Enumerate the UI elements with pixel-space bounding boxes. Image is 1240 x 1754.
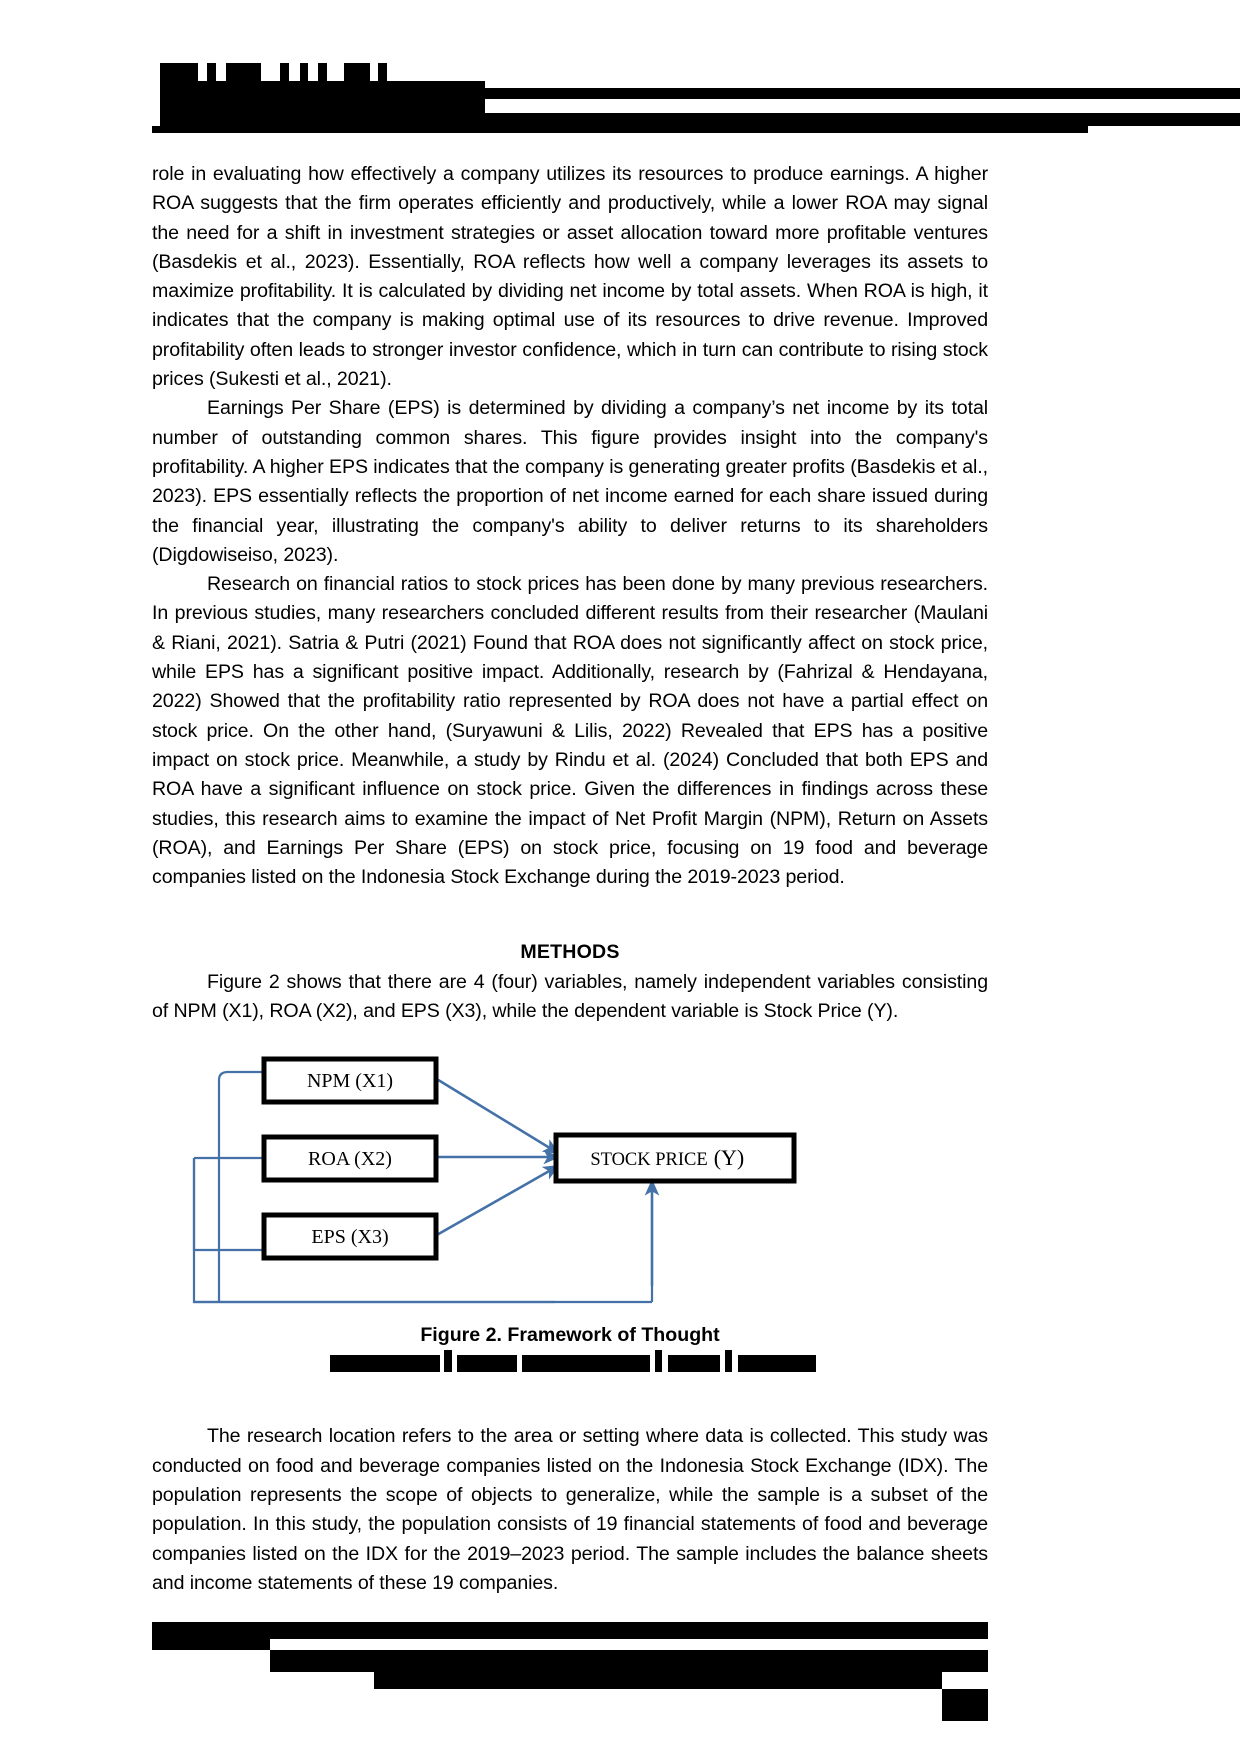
header-redaction-bar bbox=[485, 113, 1240, 126]
source-redaction-block bbox=[152, 1350, 988, 1376]
header-redaction-bar bbox=[318, 63, 327, 81]
header-redaction-bar bbox=[160, 63, 198, 81]
header-redaction-bar bbox=[378, 63, 387, 81]
post-figure-spacer bbox=[152, 1376, 988, 1422]
footer-redaction-bar bbox=[374, 1650, 942, 1689]
footer-redaction-bar bbox=[152, 1622, 270, 1650]
header-redaction-block bbox=[0, 0, 1240, 120]
header-redaction-bar bbox=[280, 63, 289, 81]
source-redaction-bar bbox=[725, 1350, 732, 1372]
source-redaction-bar bbox=[668, 1355, 720, 1372]
feedback-line-eps bbox=[194, 1158, 266, 1250]
node-label-stock-price-y: (Y) bbox=[713, 1145, 745, 1171]
framework-figure bbox=[152, 1054, 988, 1322]
footer-redaction-bar bbox=[270, 1622, 988, 1639]
framework-feedback-lines bbox=[194, 1072, 555, 1302]
node-label-npm: NPM (X1) bbox=[306, 1070, 394, 1093]
paragraph-research-location: The research location refers to the area or setting where data is collected. This study was conducted on food and beverage companies listed on the Indonesia Stock Exchange (IDX). The population represents the scope of objects to generalize, while the sample is a subset of the population. In this study, the population consists of 19 financial statements of food and beverage companies listed on the IDX for the 2019–2023 period. The sample includes the balance sheets and income statements of these 19 companies. bbox=[152, 1425, 988, 1594]
source-redaction-bar bbox=[655, 1350, 662, 1372]
source-redaction-bar bbox=[457, 1355, 517, 1372]
header-redaction-bar bbox=[226, 63, 261, 81]
source-redaction-bar bbox=[738, 1355, 816, 1372]
node-label-stock-price: STOCK PRICE bbox=[590, 1150, 708, 1171]
header-redaction-bar bbox=[410, 81, 485, 107]
feedback-line-inner bbox=[219, 1072, 266, 1224]
footer-redaction-block bbox=[0, 1604, 1240, 1754]
framework-diagram-svg bbox=[152, 1054, 988, 1322]
footer-redaction-bar bbox=[942, 1689, 988, 1721]
source-redaction-bar bbox=[522, 1355, 650, 1372]
figure-caption: Figure 2. Framework of Thought bbox=[420, 1324, 720, 1347]
header-redaction-bar bbox=[300, 63, 308, 81]
source-redaction-bar bbox=[330, 1355, 440, 1372]
paragraph-methods-intro: Figure 2 shows that there are 4 (four) variables, namely independent variables consisting of NPM (X1), ROA (X2), and EPS (X3), while the dependent variable is Stock Price (Y). bbox=[152, 970, 988, 1023]
header-redaction-bar bbox=[344, 63, 370, 81]
figure-spacer bbox=[152, 1026, 988, 1054]
node-label-eps: EPS (X3) bbox=[311, 1226, 389, 1249]
paragraph-prior-research: Research on financial ratios to stock prices has been done by many previous researchers. In previous studies, many researchers concluded different results from their researcher (Maulani & Riani, 2021). Satria & Putri (2021) Found that ROA does not significantly affect on stock price, while EPS has a significant positive impact. Additionally, research by (Fahrizal & Hendayana, 2022) Showed that the profitability ratio represented by ROA does not have a partial effect on stock price. On the other hand, (Suryawuni & Lilis, 2022) Revealed that EPS has a positive impact on stock price. Meanwhile, a study by Rindu et al. (2024) Concluded that both EPS and ROA have a significant influence on stock price. Given the differences in findings across these studies, this research aims to examine the impact of Net Profit Margin (NPM), Return on Assets (ROA), and Earnings Per Share (EPS) on stock price, focusing on 19 food and beverage companies listed on the Indonesia Stock Exchange during the 2019-2023 period. bbox=[152, 573, 988, 889]
header-redaction-bar bbox=[330, 107, 485, 126]
heading-methods: METHODS bbox=[520, 941, 620, 964]
paragraph-roa: role in evaluating how effectively a company utilizes its resources to produce earnings. A higher ROA suggests that the firm operates efficiently and productively, while a lower ROA may signal the need for a shift in investment strategies or asset allocation toward more profitable ventures (Basdekis et al., 2023). Essentially, ROA reflects how well a company leverages its assets to maximize profitability. It is calculated by dividing net income by total assets. When ROA is high, it indicates that the company is making optimal use of its resources to drive revenue. Improved profitability often leads to stronger investor confidence, which in turn can contribute to rising stock prices (Sukesti et al., 2021). bbox=[152, 163, 988, 391]
header-redaction-bar bbox=[207, 63, 216, 81]
source-redaction-bar bbox=[444, 1350, 452, 1372]
node-label-roa: ROA (X2) bbox=[308, 1148, 392, 1171]
paragraph-eps: Earnings Per Share (EPS) is determined by dividing a company’s net income by its total number of outstanding common shares. This figure provides insight into the company's profitability. A higher EPS indicates that the company is generating greater profits (Basdekis et al., 2023). EPS essentially reflects the proportion of net income earned for each share issued during the financial year, illustrating the company's ability to deliver returns to its shareholders (Digdowiseiso, 2023). bbox=[152, 397, 988, 566]
header-redaction-bar bbox=[485, 88, 1240, 99]
arrow-npm-to-stock-price bbox=[435, 1078, 558, 1153]
footer-redaction-bar bbox=[942, 1650, 988, 1672]
arrow-eps-to-stock-price bbox=[435, 1166, 558, 1236]
section-spacer bbox=[152, 892, 988, 938]
footer-redaction-bar bbox=[270, 1650, 374, 1672]
header-divider-rule bbox=[152, 126, 1088, 133]
article-body bbox=[152, 160, 988, 1598]
